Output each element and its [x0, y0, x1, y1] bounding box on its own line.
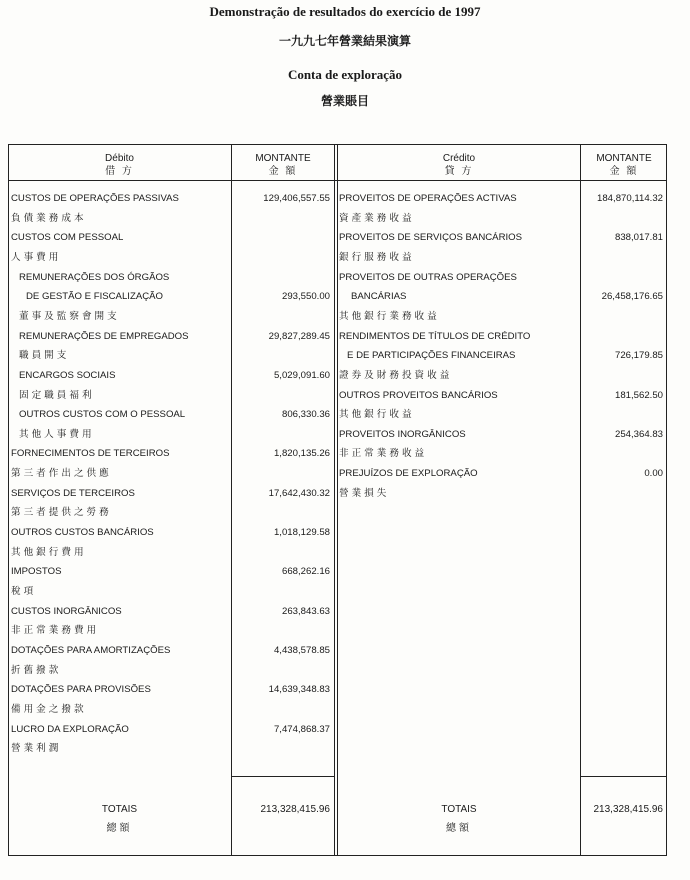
credit-amount-header: MONTANTE 金 額 [596, 153, 652, 177]
debit-row-value: 1,018,129.58 [273, 527, 330, 539]
debit-row-value: 1,820,135.26 [273, 448, 330, 460]
debit-row-label: DOTAÇÕES PARA PROVISÕES [11, 684, 151, 696]
debit-row-label: OUTROS CUSTOS COM O PESSOAL [19, 409, 186, 421]
credit-row-label: 其他銀行業務收益 [339, 310, 440, 322]
debit-row-label: LUCRO DA EXPLORAÇÃO [11, 723, 129, 735]
section-title-zh: 營業賬目 [320, 94, 369, 108]
center-divider [334, 144, 335, 856]
credit-row-label: 證券及財務投資收益 [339, 369, 453, 381]
credit-row-label: 非正常業務收益 [339, 448, 428, 460]
credit-row-label: PROVEITOS DE OUTRAS OPERAÇÕES [339, 271, 517, 283]
debit-row-label: IMPOSTOS [11, 566, 62, 578]
debit-row-label: 人事費用 [11, 251, 62, 263]
debit-row-label: 負債業務成本 [11, 212, 87, 224]
document-title: Demonstração de resultados do exercício de 1997 [209, 4, 481, 19]
credit-amount-divider [580, 144, 581, 856]
debit-row-label: 稅項 [11, 586, 37, 597]
debit-row-value: 29,827,289.45 [268, 330, 330, 342]
section-title: Conta de exploração [287, 67, 403, 82]
debit-row-label: REMUNERAÇÕES DOS ÓRGÃOS [19, 271, 170, 283]
debit-row-value: 263,843.63 [281, 605, 330, 617]
debit-row-label: 第三者作出之供應 [11, 468, 112, 480]
credit-total-value: 213,328,415.96 [593, 804, 663, 815]
credit-totals-label-zh: 總額 [446, 823, 472, 834]
document-title-zh: 一九九七年營業結果演算 [278, 34, 411, 48]
debit-row-value: 17,642,430.32 [268, 487, 330, 499]
debit-totals-label: TOTAIS [101, 804, 138, 815]
credit-row-value: 184,870,114.32 [597, 193, 663, 204]
credit-row-label: PROVEITOS INORGÂNICOS [339, 428, 466, 440]
credit-row-label: RENDIMENTOS DE TÍTULOS DE CRÉDITO [339, 330, 531, 342]
credit-row-value: 726,179.85 [614, 350, 663, 362]
debit-amount-header: MONTANTE 金 額 [255, 153, 311, 177]
debit-row-label: 職員開支 [19, 350, 70, 362]
credit-row-label: PREJUÍZOS DE EXPLORAÇÃO [339, 468, 478, 480]
credit-header: Crédito 貸 方 [442, 153, 476, 177]
center-divider-2 [337, 144, 338, 856]
debit-row-label: DE GESTÃO E FISCALIZAÇÃO [26, 291, 164, 303]
debit-row-label: CUSTOS COM PESSOAL [11, 232, 124, 244]
credit-row-label: PROVEITOS DE OPERAÇÕES ACTIVAS [339, 193, 517, 204]
credit-row-label: 銀行服務收益 [339, 251, 415, 263]
debit-totals-label-zh: 總額 [106, 823, 133, 834]
debit-row-label: SERVIÇOS DE TERCEIROS [11, 487, 135, 499]
credit-row-label: 資產業務收益 [339, 212, 415, 224]
debit-total-rule [231, 776, 334, 777]
credit-row-value: 254,364.83 [614, 428, 663, 440]
debit-row-label: 董事及監察會開支 [19, 310, 120, 322]
credit-row-label: OUTROS PROVEITOS BANCÁRIOS [339, 389, 498, 401]
credit-row-label: BANCÁRIAS [351, 291, 407, 303]
debit-row-label: CUSTOS INORGÂNICOS [11, 605, 122, 617]
debit-row-label: 第三者提供之勞務 [11, 507, 112, 519]
debit-row-value: 668,262.16 [281, 566, 330, 578]
debit-row-value: 806,330.36 [281, 409, 330, 421]
credit-row-value: 838,017.81 [614, 232, 663, 244]
credit-row-label: PROVEITOS DE SERVIÇOS BANCÁRIOS [339, 232, 523, 244]
debit-row-value: 14,639,348.83 [268, 684, 330, 696]
debit-row-label: 備用金之撥款 [11, 703, 87, 715]
debit-row-label: 非正常業務費用 [11, 625, 100, 637]
debit-header: Débito 借 方 [105, 153, 134, 177]
debit-row-label: DOTAÇÕES PARA AMORTIZAÇÕES [11, 644, 171, 656]
debit-row-value: 7,474,868.37 [273, 723, 330, 735]
debit-row-label: ENCARGOS SOCIAIS [19, 369, 116, 381]
credit-total-rule [580, 776, 667, 777]
debit-row-value: 5,029,091.60 [273, 369, 330, 381]
credit-row-label: 其他銀行收益 [339, 409, 415, 421]
credit-row-value: 181,562.50 [614, 389, 663, 401]
debit-row-label: FORNECIMENTOS DE TERCEIROS [11, 448, 170, 460]
debit-row-label: 營業利潤 [11, 743, 62, 755]
debit-row-label: OUTROS CUSTOS BANCÁRIOS [11, 527, 154, 539]
debit-row-label: 固定職員福利 [19, 389, 95, 401]
credit-totals-label: TOTAIS [441, 804, 477, 815]
debit-row-label: 折舊撥款 [11, 664, 62, 676]
debit-row-label: 其他人事費用 [19, 428, 95, 440]
credit-row-label: 營業損失 [339, 487, 390, 499]
credit-row-value: 0.00 [644, 468, 663, 480]
debit-row-value: 293,550.00 [281, 291, 330, 303]
credit-row-value: 26,458,176.65 [601, 291, 663, 303]
header-rule [8, 180, 667, 181]
debit-row-label: 其他銀行費用 [11, 546, 87, 558]
credit-row-label: E DE PARTICIPAÇÕES FINANCEIRAS [347, 350, 516, 362]
debit-row-label: REMUNERAÇÕES DE EMPREGADOS [19, 330, 189, 342]
debit-total-value: 213,328,415.96 [260, 804, 330, 815]
debit-row-value: 129,406,557.55 [263, 193, 330, 204]
debit-row-value: 4,438,578.85 [273, 644, 330, 656]
debit-row-label: CUSTOS DE OPERAÇÕES PASSIVAS [11, 193, 179, 204]
